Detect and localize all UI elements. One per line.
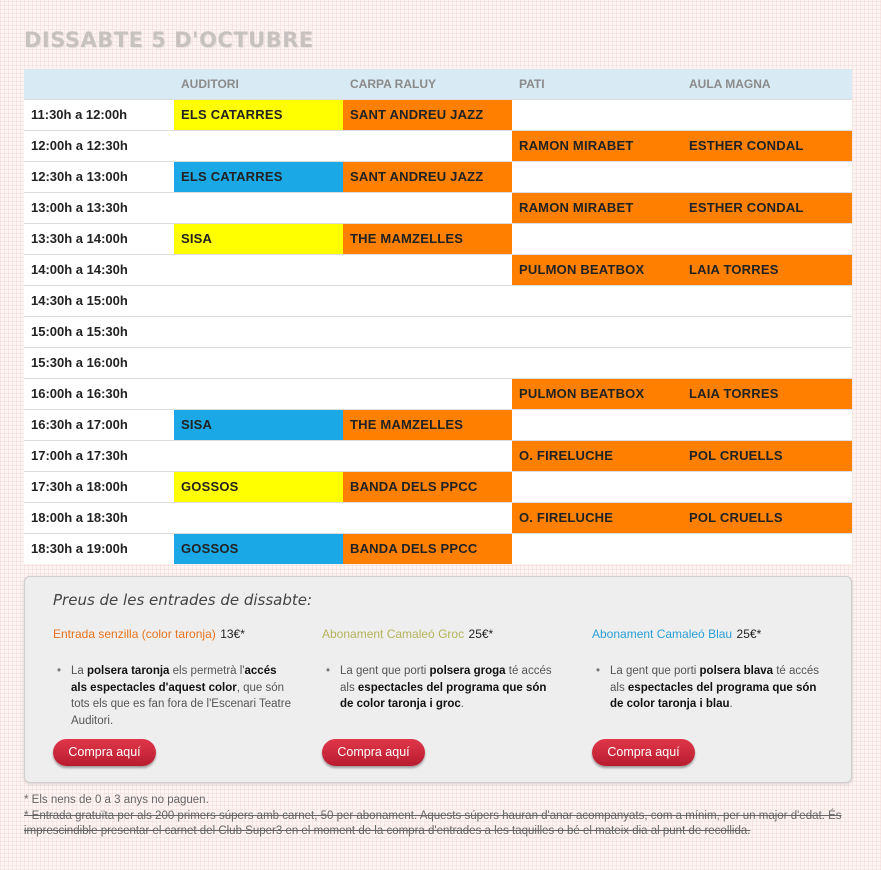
performance-cell: ESTHER CONDAL	[682, 193, 852, 223]
ticket-description	[592, 663, 832, 713]
empty-cell	[512, 534, 682, 564]
schedule-row	[24, 254, 852, 285]
description-segment: té accés als	[340, 665, 552, 694]
description-segment: polsera groga	[429, 665, 506, 677]
empty-cell	[343, 348, 512, 378]
schedule-row	[24, 502, 852, 533]
performance-cell: O. FIRELUCHE	[512, 503, 682, 533]
schedule-row	[24, 223, 852, 254]
performance-cell: LAIA TORRES	[682, 255, 852, 285]
time-slot: 18:00h a 18:30h	[31, 510, 128, 525]
description-segment: .	[729, 698, 733, 710]
empty-cell	[343, 441, 512, 471]
time-slot: 11:30h a 12:00h	[31, 107, 128, 122]
schedule-row	[24, 99, 852, 130]
performance-cell: POL CRUELLS	[682, 441, 852, 471]
description-segment: , que són tots els que es fan fora de l'Escenari Teatre Auditori.	[71, 681, 291, 727]
performance-cell: THE MAMZELLES	[343, 224, 512, 254]
empty-cell	[174, 317, 343, 347]
empty-cell	[682, 348, 852, 378]
ticket-price: 13€*	[220, 627, 245, 641]
schedule-row	[24, 533, 852, 564]
empty-cell	[174, 503, 343, 533]
schedule-row	[24, 440, 852, 471]
performance-cell: ESTHER CONDAL	[682, 131, 852, 161]
performance-cell: SISA	[174, 410, 343, 440]
performance-cell: BANDA DELS PPCC	[343, 534, 512, 564]
time-slot: 14:30h a 15:00h	[31, 293, 128, 308]
performance-cell: RAMON MIRABET	[512, 193, 682, 223]
schedule-table	[24, 69, 852, 564]
empty-cell	[174, 193, 343, 223]
footnote-free-entry: * Entrada gratuïta per als 200 primers súpers amb carnet, 50 per abonament. Aquests súpers hauran d'anar acompanyats, com a mínim, per un major d'edat. És imprescindible presentar el carnet del Club Super3 en el moment de la compra d'entrades a les taquilles o bé el mateix dia al punt de recollida.	[24, 809, 842, 837]
schedule-row	[24, 378, 852, 409]
empty-cell	[343, 503, 512, 533]
time-slot: 15:30h a 16:00h	[31, 355, 128, 370]
empty-cell	[682, 317, 852, 347]
empty-cell	[174, 379, 343, 409]
empty-cell	[512, 224, 682, 254]
empty-cell	[343, 379, 512, 409]
empty-cell	[343, 193, 512, 223]
empty-cell	[174, 348, 343, 378]
ticket-camaleo-blau	[592, 625, 832, 713]
description-segment: polsera taronja	[87, 665, 170, 677]
empty-cell	[512, 410, 682, 440]
description-segment: La gent que porti	[340, 665, 430, 677]
time-slot: 14:00h a 14:30h	[31, 262, 128, 277]
performance-cell: PULMON BEATBOX	[512, 379, 682, 409]
empty-cell	[343, 131, 512, 161]
time-slot: 12:30h a 13:00h	[31, 169, 128, 184]
schedule-row	[24, 471, 852, 502]
empty-cell	[343, 317, 512, 347]
empty-cell	[512, 317, 682, 347]
buy-button-camaleo-blau[interactable]: Compra aquí	[592, 739, 695, 766]
schedule-row	[24, 192, 852, 223]
performance-cell: PULMON BEATBOX	[512, 255, 682, 285]
performance-cell: BANDA DELS PPCC	[343, 472, 512, 502]
description-segment: La gent que porti	[610, 665, 700, 677]
time-slot: 13:00h a 13:30h	[31, 200, 128, 215]
performance-cell: SISA	[174, 224, 343, 254]
performance-cell: LAIA TORRES	[682, 379, 852, 409]
performance-cell: RAMON MIRABET	[512, 131, 682, 161]
performance-cell: ELS CATARRES	[174, 100, 343, 130]
description-segment: .	[460, 698, 464, 710]
schedule-header	[24, 69, 852, 99]
performance-cell: GOSSOS	[174, 534, 343, 564]
empty-cell	[682, 534, 852, 564]
time-slot: 17:00h a 17:30h	[31, 448, 128, 463]
footnote-children: * Els nens de 0 a 3 anys no paguen.	[24, 794, 209, 806]
ticket-description	[322, 663, 562, 713]
empty-cell	[174, 255, 343, 285]
empty-cell	[512, 472, 682, 502]
empty-cell	[512, 286, 682, 316]
ticket-senzilla	[53, 625, 293, 729]
buy-button-camaleo-groc[interactable]: Compra aquí	[322, 739, 425, 766]
empty-cell	[512, 100, 682, 130]
empty-cell	[682, 410, 852, 440]
empty-cell	[682, 224, 852, 254]
ticket-price: 25€*	[736, 627, 762, 641]
time-slot: 17:30h a 18:00h	[31, 479, 128, 494]
schedule-row	[24, 130, 852, 161]
schedule-row	[24, 161, 852, 192]
description-segment: accés als espectacles d'aquest color	[71, 665, 277, 694]
empty-cell	[682, 286, 852, 316]
description-segment: els permetrà l'	[169, 665, 245, 677]
time-slot: 15:00h a 15:30h	[31, 324, 128, 339]
empty-cell	[512, 348, 682, 378]
empty-cell	[343, 286, 512, 316]
ticket-price: 25€*	[468, 627, 494, 641]
time-slot: 18:30h a 19:00h	[31, 541, 128, 556]
prices-panel	[24, 576, 852, 783]
buy-button-senzilla[interactable]: Compra aquí	[53, 739, 156, 766]
empty-cell	[174, 286, 343, 316]
empty-cell	[174, 441, 343, 471]
description-segment: La	[71, 665, 87, 677]
ticket-name: Abonament Camaleó Groc	[322, 627, 465, 641]
description-segment: espectacles del programa que són de color taronja i blau	[610, 681, 817, 710]
time-slot: 12:00h a 12:30h	[31, 138, 128, 153]
performance-cell: ELS CATARRES	[174, 162, 343, 192]
empty-cell	[682, 100, 852, 130]
ticket-camaleo-groc	[322, 625, 562, 713]
performance-cell: SANT ANDREU JAZZ	[343, 162, 512, 192]
header-auditori: AUDITORI	[181, 77, 239, 91]
schedule-row	[24, 347, 852, 378]
performance-cell: GOSSOS	[174, 472, 343, 502]
description-segment: té accés als	[610, 665, 820, 694]
header-aula-magna: AULA MAGNA	[689, 77, 771, 91]
performance-cell: POL CRUELLS	[682, 503, 852, 533]
performance-cell: SANT ANDREU JAZZ	[343, 100, 512, 130]
header-time	[24, 69, 174, 99]
schedule-row	[24, 409, 852, 440]
ticket-name: Abonament Camaleó Blau	[592, 627, 733, 641]
schedule-row	[24, 316, 852, 347]
page-title: DISSABTE 5 D'OCTUBRE	[24, 28, 314, 52]
footnotes	[24, 793, 854, 840]
ticket-description	[53, 663, 293, 729]
performance-cell: O. FIRELUCHE	[512, 441, 682, 471]
time-slot: 16:00h a 16:30h	[31, 386, 128, 401]
empty-cell	[682, 162, 852, 192]
empty-cell	[343, 255, 512, 285]
header-pati: PATI	[519, 77, 545, 91]
header-carpa-raluy: CARPA RALUY	[350, 77, 436, 91]
schedule-row	[24, 285, 852, 316]
performance-cell: THE MAMZELLES	[343, 410, 512, 440]
empty-cell	[512, 162, 682, 192]
prices-title: Preus de les entrades de dissabte:	[53, 591, 313, 609]
empty-cell	[174, 131, 343, 161]
time-slot: 16:30h a 17:00h	[31, 417, 128, 432]
ticket-name: Entrada senzilla (color taronja)	[53, 627, 216, 641]
description-segment: polsera blava	[699, 665, 774, 677]
time-slot: 13:30h a 14:00h	[31, 231, 128, 246]
description-segment: espectacles del programa que són de color taronja i groc	[340, 681, 547, 710]
empty-cell	[682, 472, 852, 502]
